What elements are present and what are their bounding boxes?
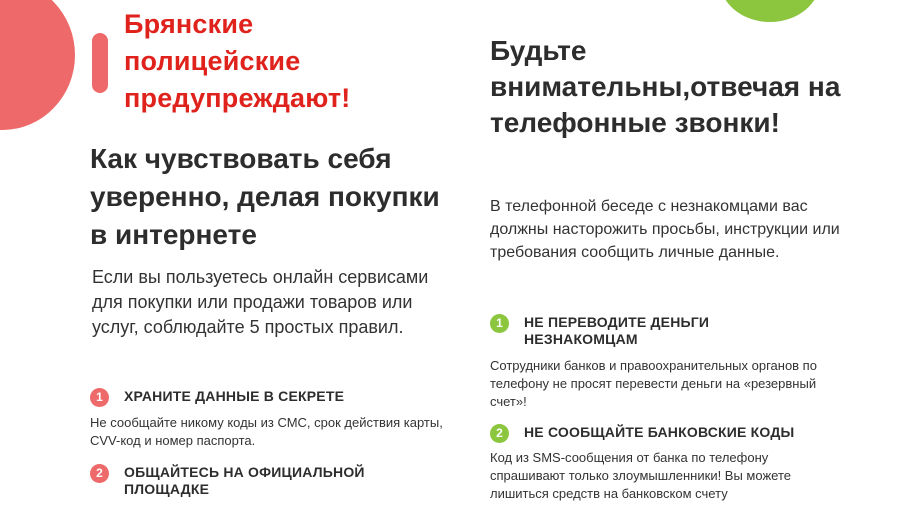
decorative-red-circle [0, 0, 75, 130]
rule-text: Код из SMS-сообщения от банка по телефону спрашивают только злоумышленники! Вы можете лишиться средств на банковском счету [490, 450, 791, 501]
right-heading: Будьте внимательны,отвечая на телефонные звонки! [490, 35, 841, 138]
rule-number-badge: 1 [490, 314, 509, 333]
left-heading: Как чувствовать себя уверенно, делая покупки в интернете [90, 143, 440, 250]
right-rule-1 [490, 314, 820, 348]
rule-text: Сотрудники банков и правоохранительных органов по телефону не просят перевести деньги на «резервный счет»! [490, 358, 817, 409]
rule-title: ОБЩАЙТЕСЬ НА ОФИЦИАЛЬНОЙ ПЛОЩАДКЕ [124, 464, 365, 497]
left-rule-2 [90, 464, 450, 498]
rule-title: НЕ ПЕРЕВОДИТЕ ДЕНЬГИ НЕЗНАКОМЦАМ [524, 314, 710, 347]
accent-bar [92, 33, 108, 93]
rule-number-badge: 2 [490, 424, 509, 443]
warning-title: Брянские полицейские предупреждают! [124, 9, 351, 113]
rule-number-badge: 1 [90, 388, 109, 407]
rule-number-badge: 2 [90, 464, 109, 483]
left-intro: Если вы пользуетесь онлайн сервисами для покупки или продажи товаров или услуг, соблюдайте 5 простых правил. [92, 267, 429, 337]
right-rule-2 [490, 424, 820, 443]
decorative-green-circle [720, 0, 820, 22]
left-rule-1 [90, 388, 450, 407]
rule-text: Не сообщайте никому коды из СМС, срок действия карты, CVV-код и номер паспорта. [90, 415, 443, 448]
right-intro: В телефонной беседе с незнакомцами вас должны насторожить просьбы, инструкции или требования сообщить личные данные. [490, 198, 840, 261]
rule-title: НЕ СООБЩАЙТЕ БАНКОВСКИЕ КОДЫ [524, 424, 795, 440]
rule-title: ХРАНИТЕ ДАННЫЕ В СЕКРЕТЕ [124, 388, 345, 404]
